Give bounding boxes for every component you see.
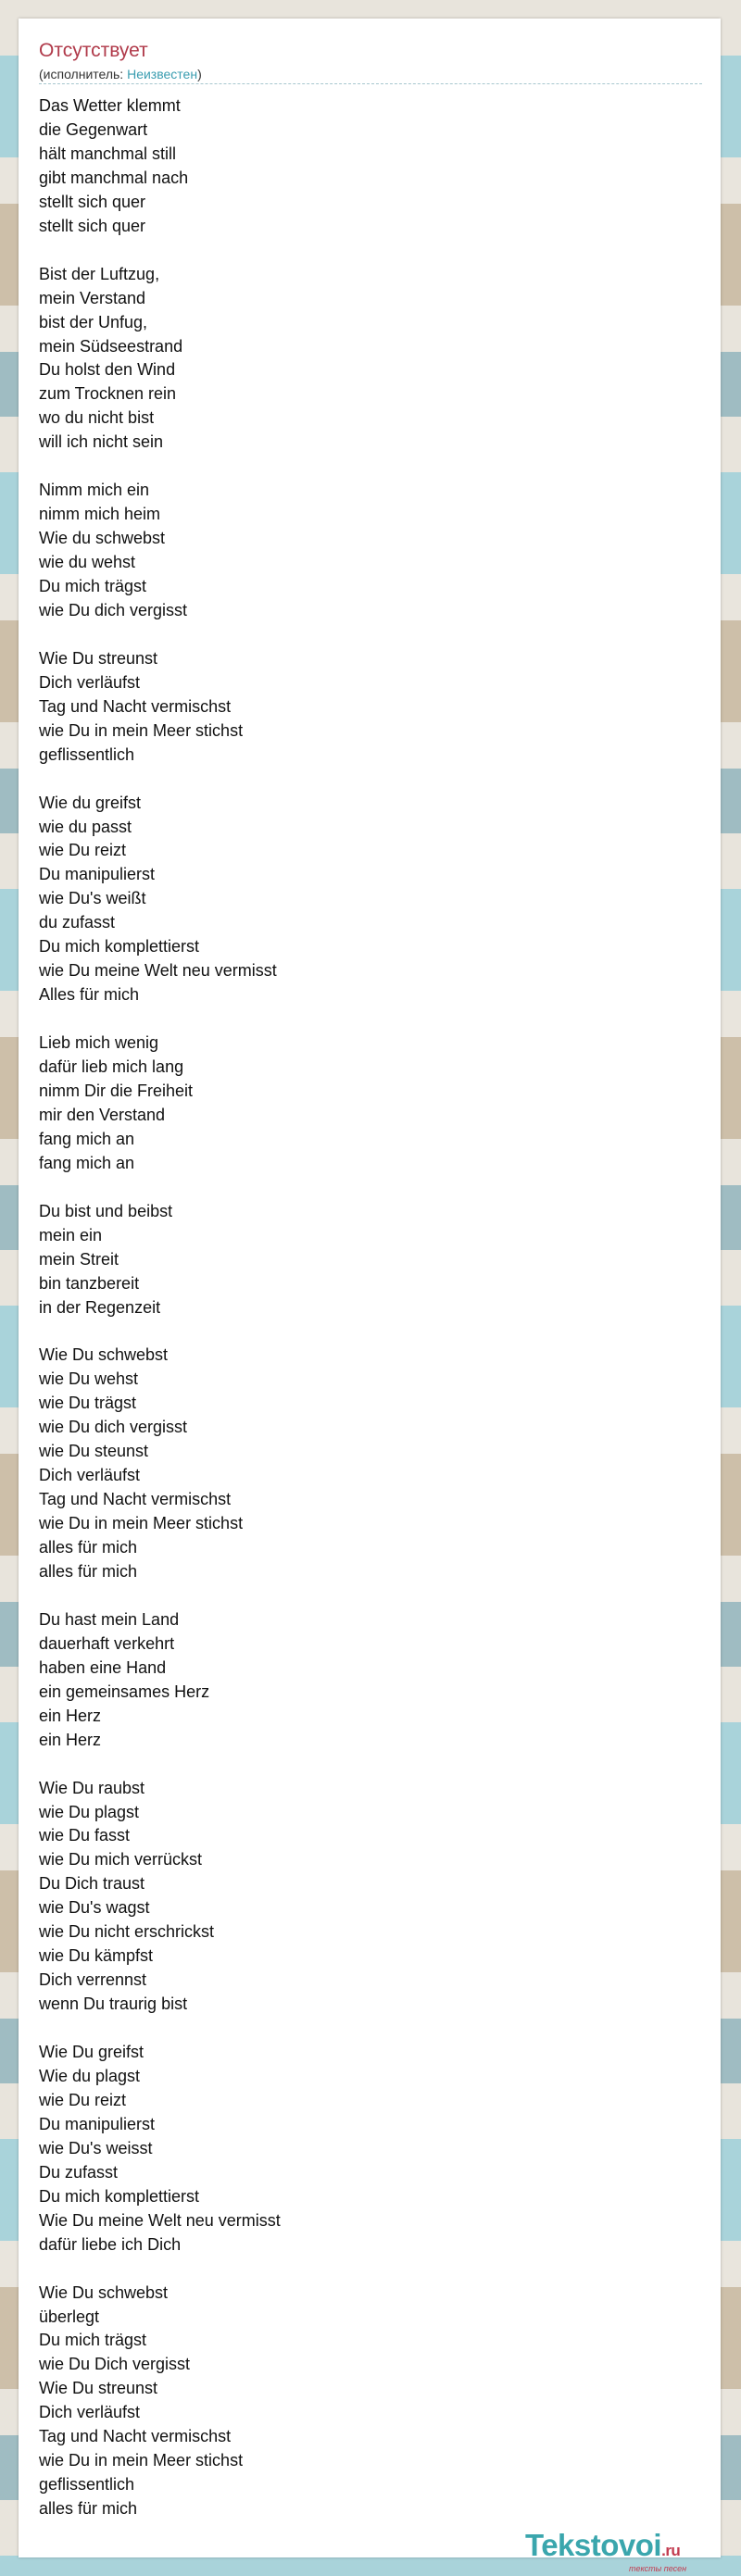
- lyrics-line: nimm mich heim: [39, 505, 161, 524]
- lyrics-stanza: [39, 1608, 687, 1753]
- lyrics-line: Bist der Luftzug,: [39, 264, 160, 283]
- lyrics-line: mein ein: [39, 1225, 103, 1244]
- lyrics-line: geflissentlich: [39, 2475, 135, 2495]
- lyrics-line: wie Du's weisst: [39, 2138, 153, 2157]
- lyrics-line: hält manchmal still: [39, 144, 177, 163]
- lyrics-line: mir den Verstand: [39, 1105, 166, 1124]
- lyrics-line: dauerhaft verkehrt: [39, 1633, 175, 1653]
- lyrics-line: haben eine Hand: [39, 1657, 167, 1677]
- lyrics-line: wie Du wehst: [39, 1369, 139, 1389]
- lyrics-line: ein Herz: [39, 1706, 102, 1725]
- lyrics-line: Das Wetter klemmt: [39, 96, 181, 115]
- lyrics-line: ein gemeinsames Herz: [39, 1682, 210, 1701]
- lyrics-line: die Gegenwart: [39, 119, 148, 139]
- lyrics-line: Du mich trägst: [39, 2331, 147, 2350]
- lyrics-line: Wie Du schwebst: [39, 1345, 169, 1365]
- lyrics-stanza: [39, 1777, 687, 2018]
- lyrics-line: fang mich an: [39, 1129, 135, 1148]
- lyrics-line: Wie Du meine Welt neu vermisst: [39, 2210, 281, 2230]
- lyrics-line: Dich verrennst: [39, 1970, 147, 1990]
- lyrics-line: Wie Du schwebst: [39, 2282, 169, 2302]
- lyrics-line: wie Du kämpfst: [39, 1946, 154, 1966]
- lyrics-line: Dich verläufst: [39, 1466, 141, 1485]
- lyrics-line: bin tanzbereit: [39, 1273, 140, 1293]
- lyrics-line: dafür liebe ich Dich: [39, 2234, 182, 2254]
- lyrics-line: wo du nicht bist: [39, 408, 155, 428]
- lyrics-line: alles für mich: [39, 1538, 138, 1557]
- lyrics-line: Dich verläufst: [39, 2403, 141, 2422]
- logo-main-text: Tekstovoi: [525, 2528, 662, 2562]
- lyrics-line: wie du wehst: [39, 553, 136, 572]
- lyrics-line: Du mich komplettierst: [39, 937, 200, 957]
- lyrics-line: wie du passt: [39, 817, 132, 836]
- lyrics-line: wie Du in mein Meer stichst: [39, 1514, 244, 1533]
- lyrics-stanza: [39, 263, 687, 456]
- lyrics-line: wie Du fasst: [39, 1826, 131, 1845]
- lyrics-line: wie Du reizt: [39, 2090, 127, 2109]
- lyrics-line: Wie Du greifst: [39, 2043, 144, 2062]
- lyrics-body: [39, 94, 687, 2521]
- lyrics-line: Du holst den Wind: [39, 360, 176, 380]
- lyrics-stanza: [39, 1344, 687, 1584]
- lyrics-stanza: [39, 1200, 687, 1320]
- logo-tagline: тексты песен: [629, 2564, 687, 2573]
- lyrics-line: geflissentlich: [39, 744, 135, 764]
- logo-wordmark: [525, 2528, 680, 2563]
- lyrics-line: mein Streit: [39, 1249, 119, 1269]
- lyrics-stanza: [39, 479, 687, 623]
- lyrics-line: wie Du reizt: [39, 841, 127, 860]
- artist-link[interactable]: Неизвестен: [127, 67, 198, 81]
- lyrics-line: wenn Du traurig bist: [39, 1995, 188, 2014]
- lyrics-line: mein Verstand: [39, 288, 146, 307]
- lyrics-line: Du mich komplettierst: [39, 2186, 200, 2206]
- lyrics-line: Tag und Nacht vermischst: [39, 1490, 232, 1509]
- lyrics-line: Lieb mich wenig: [39, 1033, 159, 1053]
- lyrics-line: wie Du meine Welt neu vermisst: [39, 961, 277, 981]
- lyrics-line: in der Regenzeit: [39, 1297, 161, 1317]
- lyrics-line: alles für mich: [39, 2499, 138, 2519]
- lyrics-line: wie Du mich verrückst: [39, 1850, 203, 1869]
- lyrics-line: Nimm mich ein: [39, 481, 150, 500]
- lyrics-line: wie Du in mein Meer stichst: [39, 720, 244, 740]
- logo-tld: .ru: [661, 2542, 681, 2559]
- song-title: Отсутствует: [39, 40, 148, 61]
- lyrics-line: Wie du greifst: [39, 793, 142, 812]
- lyrics-line: wie Du Dich vergisst: [39, 2355, 191, 2374]
- lyrics-line: gibt manchmal nach: [39, 168, 189, 187]
- lyrics-line: wie Du dich vergisst: [39, 1418, 188, 1437]
- lyrics-line: Du mich trägst: [39, 577, 147, 596]
- lyrics-stanza: [39, 647, 687, 768]
- lyrics-line: wie Du steunst: [39, 1442, 149, 1461]
- lyrics-line: Wie Du streunst: [39, 2379, 158, 2398]
- lyrics-line: Alles für mich: [39, 985, 140, 1005]
- lyrics-line: Wie du plagst: [39, 2067, 141, 2085]
- lyrics-line: alles für mich: [39, 1562, 138, 1582]
- lyrics-line: wie Du trägst: [39, 1394, 137, 1413]
- lyrics-line: stellt sich quer: [39, 216, 146, 235]
- lyrics-line: wie Du's weißt: [39, 889, 146, 908]
- artist-prefix: (исполнитель:: [39, 67, 128, 81]
- artist-line: [39, 67, 202, 81]
- lyrics-line: wie Du plagst: [39, 1802, 140, 1821]
- lyrics-line: Dich verläufst: [39, 672, 141, 692]
- lyrics-line: überlegt: [39, 2307, 100, 2326]
- header-divider: [39, 83, 702, 84]
- artist-suffix: ): [197, 67, 202, 81]
- lyrics-line: fang mich an: [39, 1153, 135, 1172]
- lyrics-line: ein Herz: [39, 1730, 102, 1749]
- lyrics-line: wie Du's wagst: [39, 1898, 150, 1918]
- lyrics-line: Du bist und beibst: [39, 1201, 173, 1220]
- lyrics-line: du zufasst: [39, 913, 116, 932]
- lyrics-line: stellt sich quer: [39, 192, 146, 211]
- lyrics-line: Du manipulierst: [39, 2114, 156, 2133]
- lyrics-stanza: [39, 2282, 687, 2522]
- lyrics-line: Du manipulierst: [39, 865, 156, 884]
- lyrics-line: dafür lieb mich lang: [39, 1057, 184, 1077]
- lyrics-line: Du zufasst: [39, 2162, 119, 2182]
- lyrics-line: wie Du nicht erschrickst: [39, 1922, 215, 1942]
- lyrics-line: Tag und Nacht vermischst: [39, 2427, 232, 2446]
- lyrics-card: [19, 19, 721, 2573]
- lyrics-line: wie Du in mein Meer stichst: [39, 2451, 244, 2470]
- lyrics-line: Wie Du streunst: [39, 648, 158, 668]
- lyrics-stanza: [39, 2041, 687, 2257]
- lyrics-line: Wie du schwebst: [39, 529, 166, 548]
- lyrics-line: Du hast mein Land: [39, 1609, 180, 1629]
- lyrics-line: zum Trocknen rein: [39, 384, 177, 404]
- lyrics-line: Du Dich traust: [39, 1874, 145, 1894]
- lyrics-line: mein Südseestrand: [39, 336, 183, 356]
- lyrics-stanza: [39, 792, 687, 1008]
- lyrics-line: Tag und Nacht vermischst: [39, 696, 232, 716]
- site-logo[interactable]: [525, 2528, 738, 2574]
- lyrics-stanza: [39, 94, 687, 239]
- lyrics-stanza: [39, 1032, 687, 1176]
- lyrics-line: bist der Unfug,: [39, 312, 148, 331]
- lyrics-line: nimm Dir die Freiheit: [39, 1082, 194, 1100]
- lyrics-line: will ich nicht sein: [39, 432, 164, 452]
- lyrics-line: wie Du dich vergisst: [39, 600, 188, 619]
- lyrics-line: Wie Du raubst: [39, 1778, 145, 1797]
